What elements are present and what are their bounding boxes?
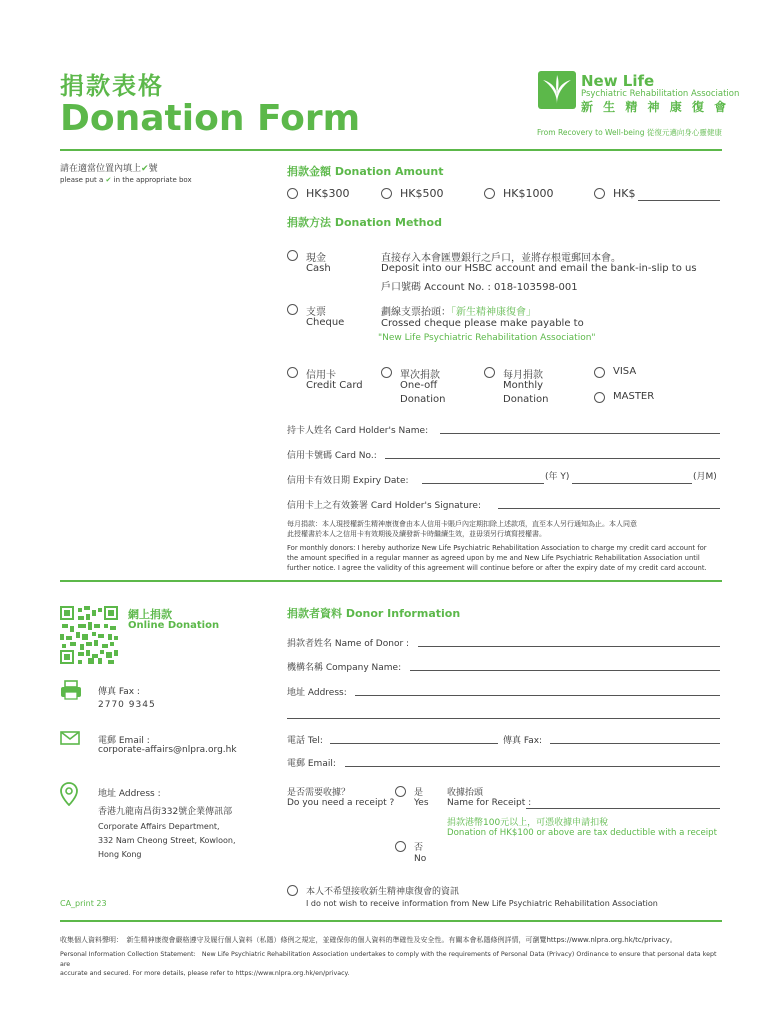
master-label: MASTER xyxy=(613,391,655,402)
amount-1000-label: HK$1000 xyxy=(503,187,554,200)
header-divider xyxy=(60,149,722,151)
address-label: 地址 Address : xyxy=(98,789,161,799)
tick-icon: ✔ xyxy=(141,164,149,174)
donor-heading: 捐款者資料 Donor Information xyxy=(287,607,461,620)
new-life-logo-icon xyxy=(537,70,577,110)
optout-radio[interactable] xyxy=(287,885,298,896)
title-en: Donation Form xyxy=(60,98,361,139)
monthly-label-en1: Monthly xyxy=(503,380,544,391)
monthly-radio[interactable] xyxy=(484,367,495,378)
amount-other-input[interactable] xyxy=(638,200,720,201)
address-input-1[interactable] xyxy=(355,695,720,696)
cash-radio[interactable] xyxy=(287,250,298,261)
credit-card-label-en: Credit Card xyxy=(306,380,363,391)
email-icon xyxy=(60,731,80,745)
optout-zh: 本人不希望接收新生精神康復會的資訊 xyxy=(306,887,460,897)
card-no-input[interactable] xyxy=(385,458,720,459)
donor-email-input[interactable] xyxy=(345,766,720,767)
address-zh: 香港九龍南昌街332號企業傳訊部 xyxy=(98,807,233,817)
monthly-label-zh: 每月捐款 xyxy=(503,370,543,381)
receipt-name-en: Name for Receipt : xyxy=(447,798,532,808)
donor-name-label: 捐款者姓名 Name of Donor : xyxy=(287,639,410,649)
online-donation-zh: 網上捐款 xyxy=(128,608,172,621)
receipt-question-en: Do you need a receipt ? xyxy=(287,798,395,808)
master-radio[interactable] xyxy=(594,392,605,403)
receipt-question-zh: 是否需要收據？ xyxy=(287,788,351,798)
receipt-no-radio[interactable] xyxy=(395,841,406,852)
monthly-label-en2: Donation xyxy=(503,394,549,405)
method-heading: 捐款方法 Donation Method xyxy=(287,216,442,229)
expiry-month-input[interactable] xyxy=(572,483,692,484)
tel-label: 電話 Tel: xyxy=(287,736,323,746)
instruction-en: please put a ✔ in the appropriate box xyxy=(60,176,192,184)
org-name-en: New Life xyxy=(581,72,655,90)
receipt-yes-radio[interactable] xyxy=(395,786,406,797)
credit-card-radio[interactable] xyxy=(287,367,298,378)
fax-value: 2770 9345 xyxy=(98,700,156,710)
card-holder-name-label: 持卡人姓名 Card Holder's Name: xyxy=(287,426,429,436)
print-code: CA_print 23 xyxy=(60,899,107,908)
amount-1000-radio[interactable] xyxy=(484,188,495,199)
tax-note-zh: 捐款港幣100元以上，可憑收據申請扣稅 xyxy=(447,818,609,828)
address-field-label: 地址 Address: xyxy=(287,688,347,698)
optout-en: I do not wish to receive information from New Life Psychiatric Rehabilitation Association xyxy=(306,899,658,908)
amount-500-label: HK$500 xyxy=(400,187,444,200)
cheque-payee-en: "New Life Psychiatric Rehabilitation Association" xyxy=(378,333,596,343)
visa-radio[interactable] xyxy=(594,367,605,378)
card-holder-name-input[interactable] xyxy=(440,433,720,434)
expiry-month-unit: (月M) xyxy=(693,472,717,482)
monthly-note-en: For monthly donors: I hereby authorize New Life Psychiatric Rehabilitation Association to charge my credit card account for the amount specified in a regular manner as agreed upon by me and New Life Psychiatric Rehabilitation Association until further notice. I agree the validity of this agreement will continue before or after the expiry date of my credit card account. xyxy=(287,544,707,572)
amount-other-radio[interactable] xyxy=(594,188,605,199)
oneoff-label-zh: 單次捐款 xyxy=(400,370,440,381)
fax-icon xyxy=(60,680,82,700)
amount-other-label: HK$ xyxy=(613,187,636,200)
cash-label-zh: 現金 xyxy=(306,253,326,264)
receipt-yes-en: Yes xyxy=(414,798,429,808)
footer-divider xyxy=(60,920,722,922)
expiry-year-input[interactable] xyxy=(422,483,544,484)
address-input-2[interactable] xyxy=(287,718,720,719)
receipt-no-zh: 否 xyxy=(414,843,424,853)
section-divider xyxy=(60,580,722,582)
cash-account-no: 戶口號碼 Account No. : 018-103598-001 xyxy=(381,282,578,293)
receipt-name-zh: 收據抬頭 xyxy=(447,788,484,798)
visa-label: VISA xyxy=(613,366,637,377)
amount-300-label: HK$300 xyxy=(306,187,350,200)
monthly-note-zh: 每月捐款：本人現授權新生精神康復會由本人信用卡賬戶內定期扣除上述款項，直至本人另行通知為止。本人同意 此授權書於本人之信用卡有效期後及續發新卡時繼續生效，並毋須另行填寫授權書。 xyxy=(287,520,637,538)
donor-fax-input[interactable] xyxy=(550,743,720,744)
oneoff-label-en1: One-off xyxy=(400,380,438,391)
expiry-label: 信用卡有效日期 Expiry Date: xyxy=(287,476,409,486)
org-name-zh: 新 生 精 神 康 復 會 xyxy=(581,100,730,114)
expiry-year-unit: (年 Y) xyxy=(545,472,570,482)
company-input[interactable] xyxy=(410,670,720,671)
cheque-payee-zh: 劃線支票抬頭：「新生精神康復會」 xyxy=(381,307,536,318)
signature-label: 信用卡上之有效簽署 Card Holder's Signature: xyxy=(287,501,481,511)
privacy-statement-en: Personal Information Collection Statement: New Life Psychiatric Rehabilitation Association undertakes to comply with the requirements of Personal Data (Privacy) Ordinance to ensure that personal data kept are accurate and secured. For more details, please refer to https://www.nlpra.org.hk/en/privacy. xyxy=(60,951,717,977)
amount-300-radio[interactable] xyxy=(287,188,298,199)
cash-desc-en: Deposit into our HSBC account and email the bank-in-slip to us xyxy=(381,263,697,274)
receipt-name-input[interactable] xyxy=(526,808,720,809)
oneoff-radio[interactable] xyxy=(381,367,392,378)
cheque-label-en: Cheque xyxy=(306,317,345,328)
amount-500-radio[interactable] xyxy=(381,188,392,199)
tick-icon: ✔ xyxy=(105,176,112,184)
card-no-label: 信用卡號碼 Card No.: xyxy=(287,451,377,461)
amount-heading: 捐款金額 Donation Amount xyxy=(287,165,444,178)
email-value: corporate-affairs@nlpra.org.hk xyxy=(98,745,237,755)
email-label: 電郵 Email : xyxy=(98,736,150,746)
tagline: From Recovery to Well-being 從復元邁向身心靈健康 xyxy=(537,128,722,137)
donor-fax-label: 傳真 Fax: xyxy=(503,736,543,746)
address-en: Corporate Affairs Department, 332 Nam Cheong Street, Kowloon, Hong Kong xyxy=(98,822,236,859)
qr-code-icon[interactable] xyxy=(60,606,118,664)
donor-name-input[interactable] xyxy=(418,646,720,647)
fax-label: 傳真 Fax : xyxy=(98,687,140,697)
cheque-desc-en: Crossed cheque please make payable to xyxy=(381,318,584,329)
receipt-no-en: No xyxy=(414,854,427,864)
org-subtitle: Psychiatric Rehabilitation Association xyxy=(581,89,740,99)
tel-input[interactable] xyxy=(330,743,498,744)
credit-card-label-zh: 信用卡 xyxy=(306,370,336,381)
privacy-statement-zh: 收集個人資料聲明： 新生精神康復會嚴格遵守及履行個人資料（私隱）條例之規定，並確保你的個人資料的準確性及安全性。有關本會私隱條例詳情，可瀏覽https://www.nlpra.org.hk/tc/privacy。 xyxy=(60,936,677,944)
cash-label-en: Cash xyxy=(306,263,331,274)
online-donation-en: Online Donation xyxy=(128,620,220,631)
oneoff-label-en2: Donation xyxy=(400,394,446,405)
instruction-zh: 請在適當位置內填上✔號 xyxy=(60,164,158,174)
donor-email-label: 電郵 Email: xyxy=(287,759,336,769)
company-label: 機構名稱 Company Name: xyxy=(287,663,402,673)
cash-desc-zh: 直接存入本會匯豐銀行之戶口，並將存根電郵回本會。 xyxy=(381,253,621,264)
title-zh: 捐款表格 xyxy=(60,72,164,100)
location-pin-icon xyxy=(60,782,78,806)
cheque-label-zh: 支票 xyxy=(306,307,326,318)
cheque-radio[interactable] xyxy=(287,304,298,315)
receipt-yes-zh: 是 xyxy=(414,788,424,798)
tax-note-en: Donation of HK$100 or above are tax deductible with a receipt xyxy=(447,828,717,838)
signature-input[interactable] xyxy=(498,508,720,509)
